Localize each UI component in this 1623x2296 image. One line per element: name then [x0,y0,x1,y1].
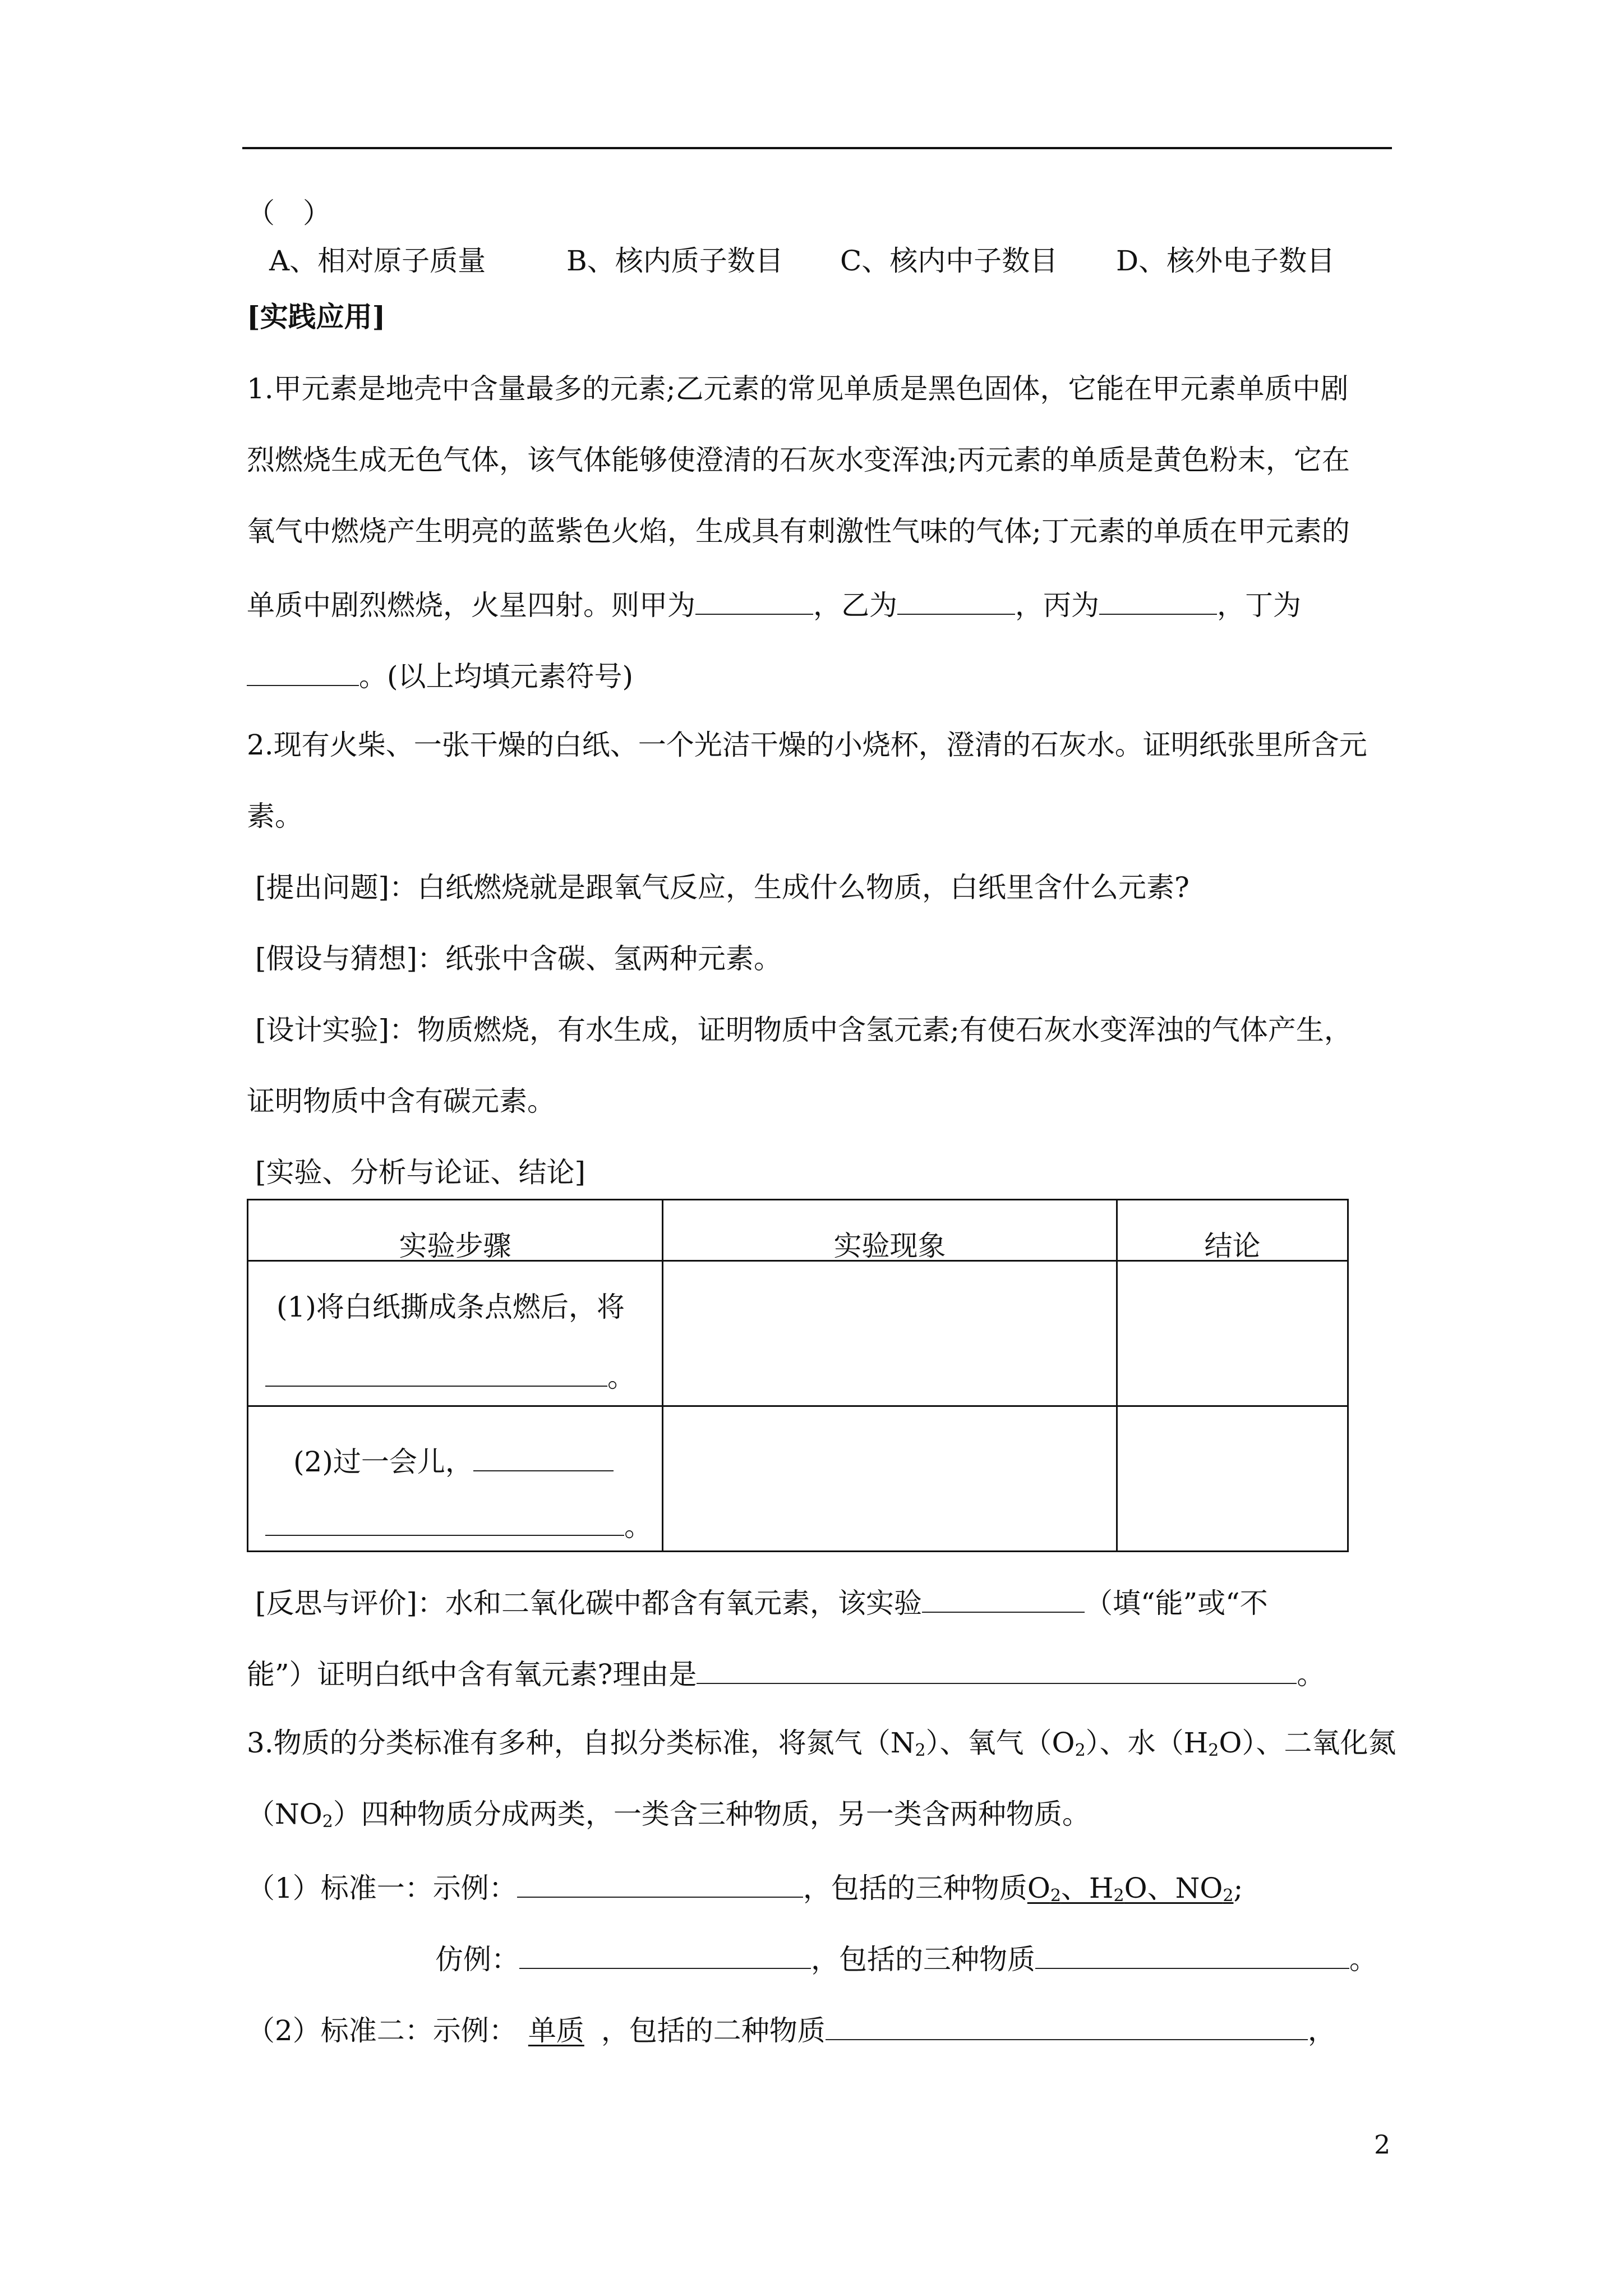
option-d: D、核外电子数目 [1116,245,1335,277]
p1-line1: 1.甲元素是地壳中含量最多的元素;乙元素的常见单质是黑色固体，它能在甲元素单质中剧 [247,372,1349,405]
question-paren: （ ） [247,197,331,229]
row1-step-blank[interactable] [265,1360,607,1387]
reflect-end: 。 [1297,1658,1325,1691]
header-conclusion: 结论 [1117,1200,1348,1261]
row1-conclusion-cell[interactable] [1117,1261,1348,1406]
header-phenomenon: 实验现象 [663,1200,1117,1261]
reflect-line2 [247,1658,1325,1691]
design-line2: 证明物质中含有碳元素。 [247,1085,555,1117]
imitation-substances-blank[interactable] [1035,1943,1349,1969]
row2-step-text: (2)过一会儿， [293,1446,473,1478]
p1-line3: 氧气中燃烧产生明亮的蓝紫色火焰，生成具有刺激性气味的气体;丁元素的单质在甲元素的 [247,515,1350,547]
page-number: 2 [1374,2129,1391,2160]
row2-step-end: 。 [624,1510,652,1543]
ding-blank[interactable] [247,660,359,686]
standard1-formulas: $O_2$、$H_2O$、$NO_2$ [1027,1872,1234,1906]
p1-ding-label: ，丁为 [1217,589,1301,622]
p2-line2: 素。 [247,800,303,832]
sub-h2: 2 [1208,1741,1219,1760]
p1-line4 [247,588,1301,622]
standard2-label: （2）标准二：示例： [247,2014,517,2047]
imitation-label: 仿例： [435,1943,519,1976]
option-c: C、核内中子数目 [840,245,1058,277]
p3-line1 [247,1727,1396,1760]
standard1-end: ; [1233,1872,1243,1904]
header-steps: 实验步骤 [248,1200,663,1261]
experiment-title: [实验、分析与论证、结论] [255,1156,586,1189]
row1-step [248,1261,663,1406]
imitation-line [435,1943,1377,1976]
p3-line2 [247,1798,1090,1832]
table-header-row [248,1200,1348,1261]
imitation-end: 。 [1349,1943,1377,1976]
table-row [248,1406,1348,1552]
row2-phenomenon-cell[interactable] [663,1406,1117,1552]
option-a: A、相对原子质量 [269,245,486,277]
row2-conclusion-cell[interactable] [1117,1406,1348,1552]
reflect-text3: 能”）证明白纸中含有氧元素?理由是 [247,1658,697,1691]
p3-text-a: 3.物质的分类标准有多种，自拟分类标准，将氮气（N [247,1727,915,1759]
p3-text-b: ）、氧气（O [925,1727,1075,1759]
header-rule [242,147,1392,149]
p1-bing-label: ，丙为 [1015,589,1099,622]
p3-text-d: O）、二氧化氮 [1219,1727,1396,1759]
standard1-includes: ，包括的三种物质 [803,1872,1027,1904]
p1-jia-label: 单质中剧烈燃烧，火星四射。则甲为 [247,589,695,622]
row1-step-text: (1)将白纸撕成条点燃后，将 [276,1291,625,1323]
row2-step-blank2[interactable] [265,1510,624,1536]
design-line1: [设计实验]：物质燃烧，有水生成，证明物质中含氢元素;有使石灰水变浑浊的气体产生， [255,1014,1352,1046]
standard2-line [247,2014,1336,2045]
sub-no2: 2 [322,1812,333,1832]
table-row [248,1261,1348,1406]
imitation-includes: ，包括的三种物质 [811,1943,1035,1976]
reflect-blank1[interactable] [922,1586,1085,1613]
row2-step [248,1406,663,1552]
standard1-label: （1）标准一：示例： [247,1872,517,1904]
standard1-line [247,1871,1243,1906]
reflect-text1: [反思与评价]：水和二氧化碳中都含有氧元素，该实验 [255,1587,923,1619]
row1-step-end: 。 [607,1361,635,1393]
imitation-blank[interactable] [519,1943,811,1969]
row2-step-blank1[interactable] [473,1445,614,1471]
jia-blank[interactable] [695,588,813,615]
reason-blank[interactable] [697,1658,1297,1684]
reflect-line1 [255,1586,1268,1617]
standard2-end: ， [1307,2014,1336,2047]
standard2-example: 单质 [528,2014,584,2047]
p3-text-f: ）四种物质分成两类，一类含三种物质，另一类含两种物质。 [333,1798,1090,1830]
p1-note: 。(以上均填元素符号) [359,660,634,693]
reflect-text2: （填“能”或“不 [1085,1587,1268,1619]
p3-text-e: （NO [247,1798,322,1830]
sub-n2: 2 [915,1741,926,1760]
option-b: B、核内质子数目 [566,245,783,277]
standard1-example-blank[interactable] [517,1871,803,1898]
ask-question: [提出问题]：白纸燃烧就是跟氧气反应，生成什么物质，白纸里含什么元素? [255,871,1189,904]
p1-line2: 烈燃烧生成无色气体，该气体能够使澄清的石灰水变浑浊;丙元素的单质是黄色粉末，它在 [247,444,1350,476]
standard2-includes: ，包括的二种物质 [601,2014,826,2047]
p1-line5 [247,660,633,691]
p3-text-c: ）、水（H [1085,1727,1209,1759]
row1-phenomenon-cell[interactable] [663,1261,1117,1406]
bing-blank[interactable] [1099,588,1217,615]
yi-blank[interactable] [897,588,1015,615]
hypothesis: [假设与猜想]：纸张中含碳、氢两种元素。 [255,942,782,975]
sub-o2: 2 [1075,1741,1086,1760]
standard2-substances-blank[interactable] [826,2014,1308,2040]
experiment-table [247,1199,1349,1552]
p2-line1: 2.现有火柴、一张干燥的白纸、一个光洁干燥的小烧杯，澄清的石灰水。证明纸张里所含元 [247,729,1367,761]
p1-yi-label: ，乙为 [813,589,897,622]
section-title: [实践应用] [247,300,386,333]
